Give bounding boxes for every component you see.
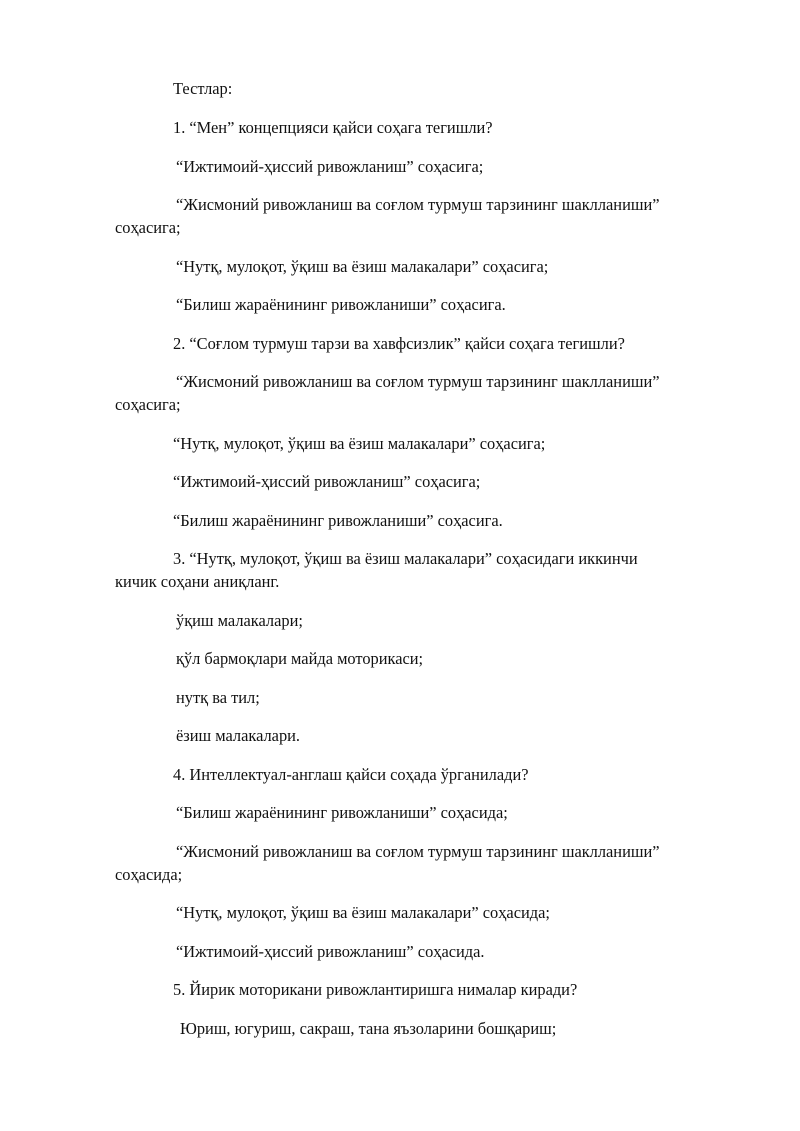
q3-option-b: қўл бармоқлари майда моторикаси;	[176, 649, 424, 668]
q3-option-c: нутқ ва тил;	[176, 688, 260, 707]
q1-option-b-line2: соҳасига;	[115, 218, 181, 237]
question-3-line2: кичик соҳани аниқланг.	[115, 572, 280, 591]
question-1: 1. “Мен” концепцияси қайси соҳага тегишли?	[173, 118, 493, 137]
q2-option-c: “Ижтимоий-ҳиссий ривожланиш” соҳасига;	[173, 472, 481, 491]
q1-option-a: “Ижтимоий-ҳиссий ривожланиш” соҳасига;	[176, 157, 484, 176]
q1-option-b-line1: “Жисмоний ривожланиш ва соғлом турмуш тарзининг шаклланиши”	[176, 195, 660, 214]
q1-option-d: “Билиш жараёнининг ривожланиши” соҳасига.	[176, 295, 506, 314]
q4-option-d: “Ижтимоий-ҳиссий ривожланиш” соҳасида.	[176, 942, 485, 961]
q4-option-b-line2: соҳасида;	[115, 865, 183, 884]
q4-option-c: “Нутқ, мулоқот, ўқиш ва ёзиш малакалари” соҳасида;	[176, 903, 550, 922]
q2-option-d: “Билиш жараёнининг ривожланиши” соҳасига.	[173, 511, 503, 530]
q2-option-a-line2: соҳасига;	[115, 395, 181, 414]
q4-option-b-line1: “Жисмоний ривожланиш ва соғлом турмуш тарзининг шаклланиши”	[176, 842, 660, 861]
q2-option-a-line1: “Жисмоний ривожланиш ва соғлом турмуш тарзининг шаклланиши”	[176, 372, 660, 391]
q4-option-a: “Билиш жараёнининг ривожланиши” соҳасида;	[176, 803, 508, 822]
question-4: 4. Интеллектуал-англаш қайси соҳада ўрганилади?	[173, 765, 529, 784]
q5-option-a: Юриш, югуриш, сакраш, тана яъзоларини бошқариш;	[180, 1019, 557, 1038]
q3-option-a: ўқиш малакалари;	[176, 611, 303, 630]
question-3-line1: 3. “Нутқ, мулоқот, ўқиш ва ёзиш малакалари” соҳасидаги иккинчи	[173, 549, 638, 568]
tests-heading: Тестлар:	[173, 79, 233, 98]
q2-option-b: “Нутқ, мулоқот, ўқиш ва ёзиш малакалари” соҳасига;	[173, 434, 546, 453]
question-2: 2. “Соғлом турмуш тарзи ва хавфсизлик” қайси соҳага тегишли?	[173, 334, 625, 353]
q3-option-d: ёзиш малакалари.	[176, 726, 301, 745]
question-5: 5. Йирик моторикани ривожлантиришга нималар киради?	[173, 980, 578, 999]
q1-option-c: “Нутқ, мулоқот, ўқиш ва ёзиш малакалари” соҳасига;	[176, 257, 549, 276]
